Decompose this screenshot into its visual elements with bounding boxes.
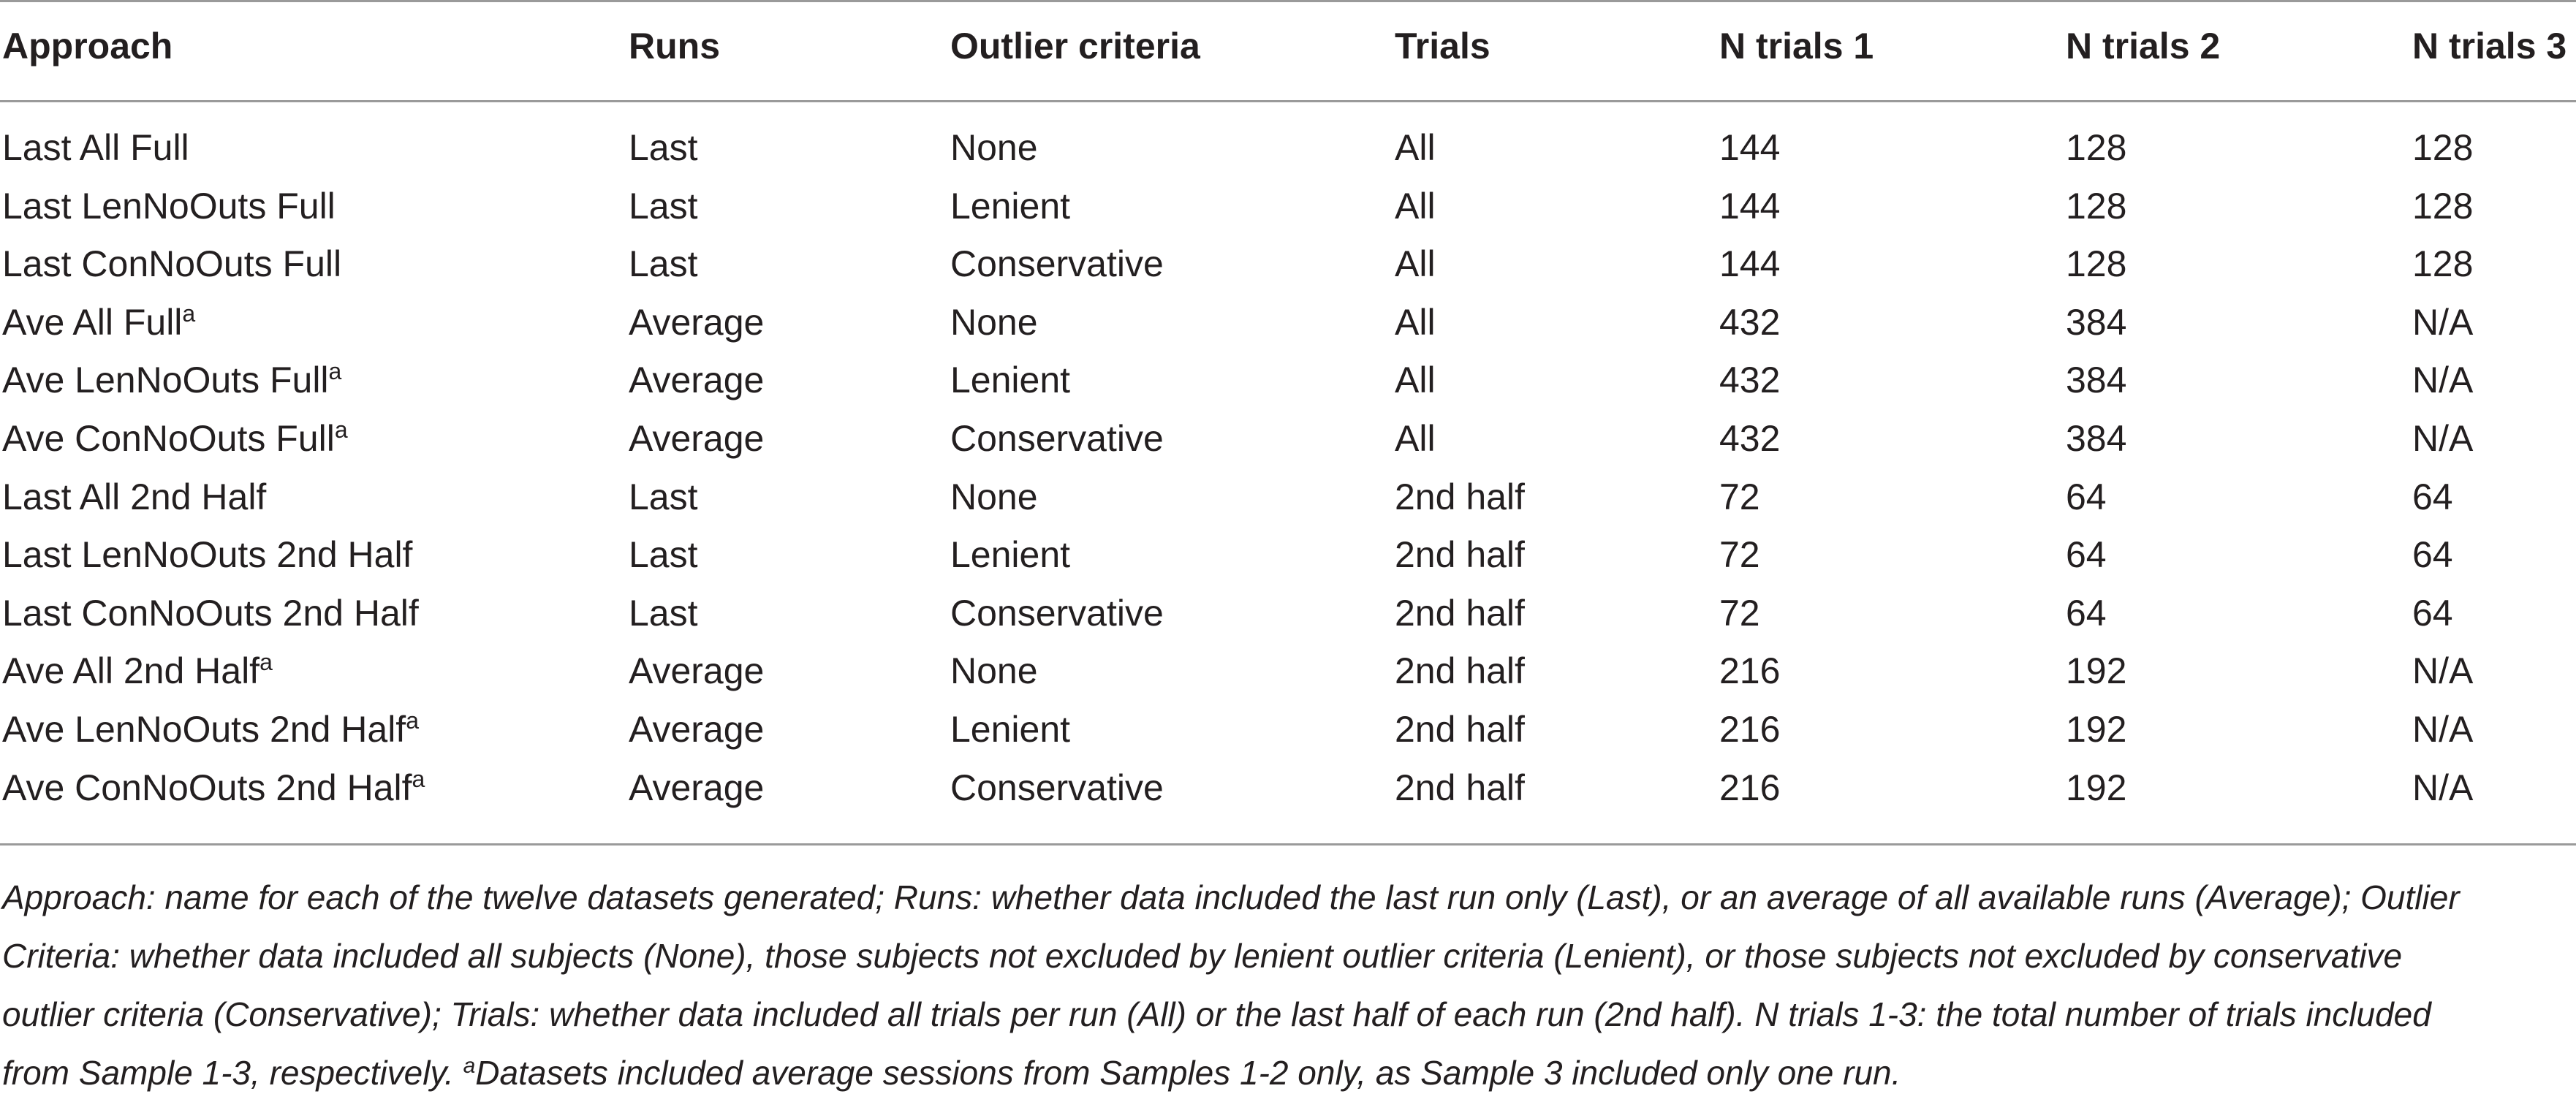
cell-n-trials-2	[2066, 533, 2107, 577]
cell-approach	[2, 766, 425, 810]
cell-text: None	[950, 127, 1038, 168]
cell-runs	[629, 707, 764, 751]
cell-runs	[629, 417, 764, 460]
cell-text: 128	[2066, 127, 2127, 168]
header-rule	[0, 100, 2576, 102]
cell-text: 128	[2412, 127, 2474, 168]
table-top-rule	[0, 0, 2576, 2]
cell-text: N/A	[2412, 360, 2474, 400]
cell-trials	[1395, 533, 1525, 577]
cell-text: N/A	[2412, 302, 2474, 343]
cell-approach	[2, 533, 412, 577]
cell-text: Conservative	[950, 767, 1164, 808]
cell-n-trials-2	[2066, 766, 2126, 810]
cell-text: All	[1395, 418, 1436, 459]
table-bottom-rule	[0, 843, 2576, 846]
cell-approach	[2, 417, 348, 460]
cell-n-trials-3	[2412, 358, 2473, 402]
cell-text: All	[1395, 127, 1436, 168]
cell-runs	[629, 184, 698, 228]
cell-n-trials-3	[2412, 591, 2453, 635]
footnote-marker: a	[328, 358, 342, 384]
cell-text: Average	[629, 418, 765, 459]
cell-text: 2nd half	[1395, 476, 1525, 517]
cell-trials	[1395, 126, 1436, 170]
cell-text: 128	[2066, 186, 2127, 227]
cell-text: 2nd half	[1395, 534, 1525, 575]
cell-approach	[2, 475, 266, 519]
cell-approach	[2, 707, 419, 751]
cell-trials	[1395, 475, 1525, 519]
cell-text: Average	[629, 767, 765, 808]
cell-outlier-criteria	[950, 707, 1070, 751]
cell-trials	[1395, 184, 1436, 228]
cell-trials	[1395, 649, 1525, 693]
cell-text: N/A	[2412, 418, 2474, 459]
cell-text: 2nd half	[1395, 709, 1525, 750]
cell-text: Ave ConNoOuts 2nd Half	[2, 767, 412, 808]
cell-outlier-criteria	[950, 300, 1038, 344]
cell-n-trials-1	[1719, 707, 1780, 751]
cell-text: Last	[629, 476, 698, 517]
cell-outlier-criteria	[950, 591, 1164, 635]
cell-n-trials-2	[2066, 184, 2126, 228]
cell-n-trials-2	[2066, 475, 2107, 519]
cell-text: 192	[2066, 767, 2127, 808]
header-trials: Trials	[1395, 26, 1490, 66]
cell-text: 64	[2066, 593, 2107, 634]
cell-text: Ave ConNoOuts Full	[2, 418, 335, 459]
cell-n-trials-2	[2066, 591, 2107, 635]
cell-n-trials-3	[2412, 242, 2473, 286]
cell-text: 192	[2066, 650, 2127, 691]
header-runs: Runs	[629, 26, 720, 66]
cell-text: 128	[2066, 243, 2127, 284]
cell-text: 216	[1719, 650, 1781, 691]
cell-text: Conservative	[950, 418, 1164, 459]
cell-n-trials-2	[2066, 300, 2126, 344]
cell-n-trials-2	[2066, 242, 2126, 286]
cell-text: 432	[1719, 360, 1781, 400]
cell-text: Last All 2nd Half	[2, 476, 267, 517]
cell-runs	[629, 475, 698, 519]
cell-runs	[629, 300, 764, 344]
cell-n-trials-1	[1719, 184, 1780, 228]
cell-outlier-criteria	[950, 358, 1070, 402]
cell-runs	[629, 766, 764, 810]
cell-text: Last	[629, 534, 698, 575]
footnote-marker: a	[334, 417, 348, 443]
cell-text: Lenient	[950, 709, 1071, 750]
footnote-line: outlier criteria (Conservative); Trials: whether data included all trials per run (All) or the last half of each run (2nd half). N trials 1-3: the total number of trials included	[2, 995, 2431, 1033]
cell-trials	[1395, 358, 1436, 402]
cell-text: 72	[1719, 534, 1760, 575]
cell-text: 432	[1719, 302, 1781, 343]
footnote-line	[2, 1044, 2568, 1102]
cell-n-trials-3	[2412, 533, 2453, 577]
cell-text: Average	[629, 302, 765, 343]
cell-text: 72	[1719, 593, 1760, 634]
cell-text: Average	[629, 709, 765, 750]
cell-trials	[1395, 591, 1525, 635]
cell-approach	[2, 184, 336, 228]
cell-text: 432	[1719, 418, 1781, 459]
cell-text: Lenient	[950, 186, 1071, 227]
cell-n-trials-1	[1719, 358, 1780, 402]
cell-text: 64	[2066, 534, 2107, 575]
cell-text: All	[1395, 302, 1436, 343]
cell-approach	[2, 300, 195, 344]
cell-text: Lenient	[950, 534, 1071, 575]
cell-text: Average	[629, 360, 765, 400]
cell-text: All	[1395, 186, 1436, 227]
cell-trials	[1395, 417, 1436, 460]
cell-text: 64	[2066, 476, 2107, 517]
header-approach: Approach	[2, 26, 173, 66]
cell-text: 384	[2066, 418, 2127, 459]
cell-text: Last All Full	[2, 127, 189, 168]
cell-n-trials-2	[2066, 126, 2126, 170]
cell-trials	[1395, 242, 1436, 286]
cell-outlier-criteria	[950, 242, 1164, 286]
cell-text: 2nd half	[1395, 593, 1525, 634]
cell-text: All	[1395, 360, 1436, 400]
cell-text: Last	[629, 593, 698, 634]
cell-text: Lenient	[950, 360, 1071, 400]
footnote-marker: a	[182, 300, 196, 327]
table-footnote	[2, 868, 2568, 1102]
footnote-line: Approach: name for each of the twelve datasets generated; Runs: whether data included the last run only (Last), or an average of all available runs (Average); Outlier	[2, 878, 2460, 916]
cell-text: 64	[2412, 593, 2453, 634]
cell-outlier-criteria	[950, 649, 1038, 693]
cell-n-trials-1	[1719, 766, 1780, 810]
cell-outlier-criteria	[950, 475, 1038, 519]
cell-n-trials-3	[2412, 184, 2473, 228]
cell-text: Last	[629, 127, 698, 168]
cell-text: 144	[1719, 127, 1781, 168]
cell-n-trials-3	[2412, 417, 2473, 460]
footnote-marker: a	[260, 649, 273, 675]
cell-runs	[629, 126, 698, 170]
cell-text: N/A	[2412, 767, 2474, 808]
footnote-marker: a	[412, 766, 425, 792]
cell-text: Ave All 2nd Half	[2, 650, 260, 691]
cell-n-trials-2	[2066, 649, 2126, 693]
cell-text: 216	[1719, 709, 1781, 750]
cell-text: 64	[2412, 476, 2453, 517]
cell-approach	[2, 649, 273, 693]
header-n-trials-2: N trials 2	[2066, 26, 2221, 66]
cell-n-trials-1	[1719, 475, 1760, 519]
cell-text: Ave LenNoOuts Full	[2, 360, 329, 400]
cell-text: 216	[1719, 767, 1781, 808]
cell-text: N/A	[2412, 650, 2474, 691]
cell-text: 384	[2066, 302, 2127, 343]
cell-n-trials-1	[1719, 126, 1780, 170]
cell-outlier-criteria	[950, 184, 1070, 228]
cell-n-trials-3	[2412, 475, 2453, 519]
cell-trials	[1395, 300, 1436, 344]
cell-text: 72	[1719, 476, 1760, 517]
cell-runs	[629, 242, 698, 286]
cell-text: None	[950, 650, 1038, 691]
cell-runs	[629, 649, 764, 693]
cell-text: All	[1395, 243, 1436, 284]
cell-n-trials-3	[2412, 707, 2473, 751]
cell-n-trials-1	[1719, 649, 1780, 693]
cell-outlier-criteria	[950, 766, 1164, 810]
footnote-marker: a	[463, 1054, 476, 1078]
cell-n-trials-1	[1719, 242, 1780, 286]
cell-text: 2nd half	[1395, 650, 1525, 691]
cell-n-trials-2	[2066, 707, 2126, 751]
cell-text: Last	[629, 243, 698, 284]
cell-text: 144	[1719, 186, 1781, 227]
cell-outlier-criteria	[950, 533, 1070, 577]
cell-text: Ave LenNoOuts 2nd Half	[2, 709, 406, 750]
cell-approach	[2, 358, 341, 402]
cell-text: 384	[2066, 360, 2127, 400]
cell-n-trials-3	[2412, 649, 2473, 693]
cell-approach	[2, 126, 189, 170]
header-outlier-criteria: Outlier criteria	[950, 26, 1200, 66]
footnote-text: Datasets included average sessions from Samples 1-2 only, as Sample 3 included only one run.	[475, 1054, 1901, 1092]
footnote-marker: a	[406, 707, 419, 734]
cell-text: 64	[2412, 534, 2453, 575]
cell-text: Average	[629, 650, 765, 691]
cell-text: Ave All Full	[2, 302, 183, 343]
cell-text: Conservative	[950, 593, 1164, 634]
cell-text: 128	[2412, 243, 2474, 284]
cell-n-trials-2	[2066, 358, 2126, 402]
cell-runs	[629, 358, 764, 402]
cell-text: 2nd half	[1395, 767, 1525, 808]
cell-runs	[629, 533, 698, 577]
header-n-trials-3: N trials 3	[2412, 26, 2567, 66]
footnote-line: Criteria: whether data included all subjects (None), those subjects not excluded by lenient outlier criteria (Lenient), or those subjects not excluded by conservative	[2, 937, 2403, 975]
cell-text: Last	[629, 186, 698, 227]
cell-text: Last LenNoOuts Full	[2, 186, 336, 227]
cell-outlier-criteria	[950, 126, 1038, 170]
cell-text: None	[950, 476, 1038, 517]
cell-trials	[1395, 766, 1525, 810]
cell-text: 144	[1719, 243, 1781, 284]
cell-text: None	[950, 302, 1038, 343]
cell-text: 128	[2412, 186, 2474, 227]
cell-n-trials-3	[2412, 126, 2473, 170]
footnote-text: from Sample 1-3, respectively.	[2, 1054, 454, 1092]
cell-n-trials-1	[1719, 417, 1780, 460]
cell-text: 192	[2066, 709, 2127, 750]
cell-text: Last ConNoOuts Full	[2, 243, 342, 284]
cell-n-trials-1	[1719, 300, 1780, 344]
cell-n-trials-1	[1719, 533, 1760, 577]
cell-runs	[629, 591, 698, 635]
cell-n-trials-3	[2412, 766, 2473, 810]
cell-text: Conservative	[950, 243, 1164, 284]
header-n-trials-1: N trials 1	[1719, 26, 1874, 66]
cell-approach	[2, 242, 341, 286]
cell-n-trials-3	[2412, 300, 2473, 344]
cell-approach	[2, 591, 419, 635]
cell-text: Last ConNoOuts 2nd Half	[2, 593, 419, 634]
cell-n-trials-2	[2066, 417, 2126, 460]
cell-trials	[1395, 707, 1525, 751]
cell-text: Last LenNoOuts 2nd Half	[2, 534, 413, 575]
cell-n-trials-1	[1719, 591, 1760, 635]
cell-text: N/A	[2412, 709, 2474, 750]
cell-outlier-criteria	[950, 417, 1164, 460]
